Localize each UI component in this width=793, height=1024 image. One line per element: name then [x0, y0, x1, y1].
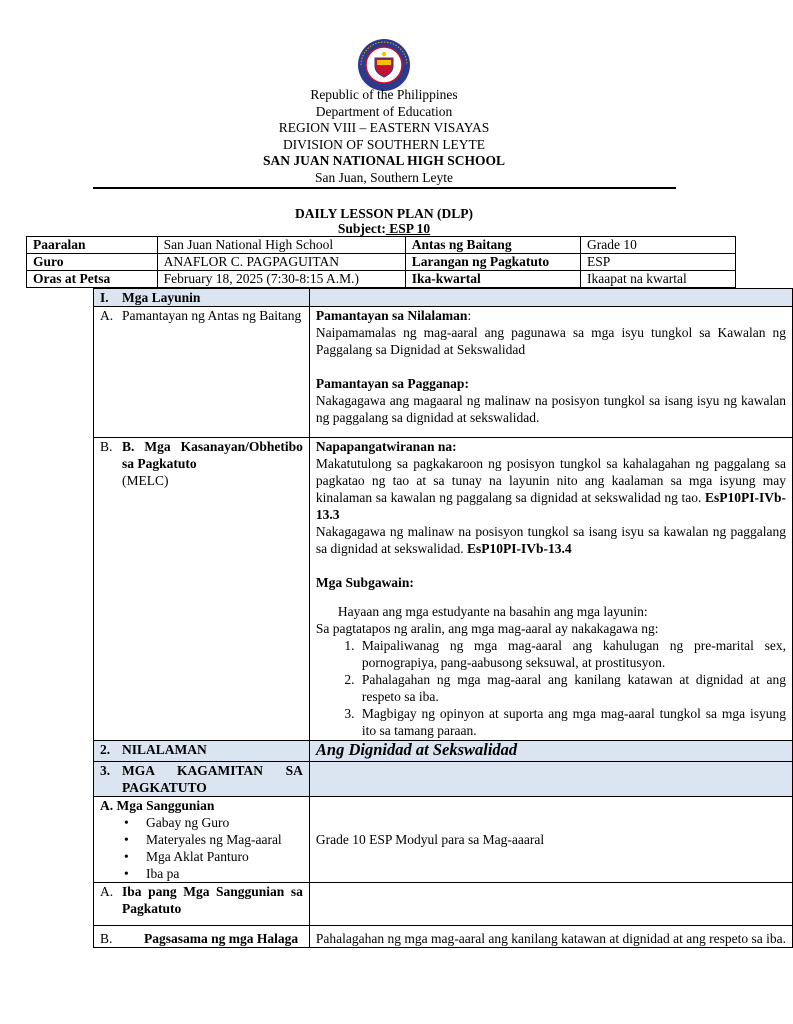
- item-label: Iba pang Mga Sanggunian sa Pagkatuto: [122, 884, 303, 916]
- info-value: Grade 10: [581, 237, 736, 254]
- table-row: [94, 762, 793, 797]
- section-title: Mga Layunin: [122, 290, 201, 305]
- content-paragraph: Hayaan ang mga estudyante na basahin ang mga layunin:: [337, 604, 648, 619]
- subject-label: Subject:: [337, 221, 386, 236]
- section-title: MGA KAGAMITAN SA PAGKATUTO: [122, 763, 303, 795]
- info-key: Paaralan: [27, 237, 158, 254]
- list-item: 3. Magbigay ng opinyon at suporta ang mga mag-aaral tungkol sa mga isyung ito sa tamang paraan.: [358, 705, 786, 739]
- info-value: ANAFLOR C. PAGPAGUITAN: [157, 254, 405, 271]
- item-label: Pamantayan ng Antas ng Baitang: [122, 308, 302, 323]
- item-letter: B.: [100, 439, 113, 454]
- school-address: San Juan, Southern Leyte: [315, 169, 453, 185]
- references-value: Grade 10 ESP Modyul para sa Mag-aaaral: [315, 832, 545, 847]
- table-row: [94, 926, 793, 948]
- objectives-list: [316, 637, 786, 739]
- table-row: [94, 741, 793, 762]
- row-content-cell: [309, 926, 792, 948]
- item-letter: A.: [100, 308, 114, 323]
- item-letter: B.: [100, 931, 113, 946]
- list-item: 2. Pahalagahan ng mga mag-aaral ang kanilang katawan at dignidad at ang respeto sa iba.: [358, 671, 786, 705]
- plan-title: DAILY LESSON PLAN (DLP): [295, 206, 473, 221]
- info-key: Larangan ng Pagkatuto: [405, 254, 580, 271]
- row-label-cell: [94, 438, 310, 741]
- section-header-empty: [309, 762, 792, 797]
- info-value: February 18, 2025 (7:30-8:15 A.M.): [157, 271, 405, 288]
- item-label: B. Mga Kasanayan/Obhetibo sa Pagkatuto: [122, 439, 303, 471]
- section-header: [94, 289, 310, 307]
- info-key: Ika-kwartal: [405, 271, 580, 288]
- content-paragraph: Nakagagawa ang magaaral ng malinaw na posisyon tungkol sa isang isyu ng kawalan ng paggalang sa dignidad at sekswalidad.: [315, 393, 786, 425]
- info-key: Antas ng Baitang: [405, 237, 580, 254]
- lesson-topic: Ang Dignidad at Sekswalidad: [315, 740, 518, 759]
- info-value: Ikaapat na kwartal: [581, 271, 736, 288]
- content-paragraph: Makatutulong sa pagkakaroon ng posisyon tungkol sa kahalagahan ng paggalang sa pagkatao ng tao at sa tunay na layunin nito ang kaalaman sa mga isyung may kinalaman sa kawalan ng paggalang sa dignidad at sekswalidad ng tao.: [315, 456, 786, 505]
- content-heading: Mga Subgawain:: [315, 575, 414, 590]
- section-title: NILALAMAN: [122, 742, 207, 757]
- content-paragraph: Naipamamalas ng mag-aaral ang pagunawa sa mga isyu tungkol sa Kawalan ng Paggalang sa Dignidad at Sekswalidad: [315, 325, 786, 357]
- table-row: [94, 883, 793, 926]
- list-item: • Materyales ng Mag-aaral: [140, 831, 303, 848]
- info-value: San Juan National High School: [157, 237, 405, 254]
- item-label: Pagsasama ng mga Halaga: [144, 931, 299, 946]
- references-title: A. Mga Sanggunian: [100, 798, 215, 813]
- table-row: [94, 438, 793, 741]
- info-key: Guro: [27, 254, 158, 271]
- row-content-cell: [309, 438, 792, 741]
- info-value: ESP: [581, 254, 736, 271]
- letterhead-line: REGION VIII – EASTERN VISAYAS: [278, 120, 490, 135]
- table-row: [94, 307, 793, 438]
- competency-code: EsP10PI-IVb-13.3: [315, 490, 786, 522]
- section-header-empty: [309, 289, 792, 307]
- values-text: Pahalagahan ng mga mag-aaral ang kanilang katawan at dignidad at ang respeto sa iba.: [315, 931, 786, 946]
- list-item: • Iba pa: [140, 865, 303, 882]
- references-list: [100, 814, 303, 882]
- section-number: 2.: [100, 742, 111, 757]
- letterhead-line: Republic of the Philippines: [310, 87, 458, 102]
- item-letter: A.: [100, 884, 114, 899]
- row-label-cell: [94, 797, 310, 883]
- row-label-cell: [94, 926, 310, 948]
- content-heading: Pamantayan sa Pagganap:: [315, 376, 469, 391]
- subject-value: ESP 10: [385, 221, 431, 236]
- item-sublabel: (MELC): [122, 473, 169, 488]
- content-heading-colon: :: [467, 308, 472, 323]
- content-heading: Pamantayan sa Nilalaman: [315, 308, 468, 323]
- section-value-cell: [309, 741, 792, 762]
- table-row: [94, 289, 793, 307]
- competency-code: EsP10PI-IVb-13.4: [467, 541, 572, 556]
- section-number: I.: [100, 290, 109, 305]
- table-row: [94, 797, 793, 883]
- list-item: 1. Maipaliwanag ng mga mag-aaral ang kahulugan ng pre-marital sex, pornograpiya, pang-aabusong seksuwal, at prostitusyon.: [358, 637, 786, 671]
- list-item: • Gabay ng Guro: [140, 814, 303, 831]
- section-number: 3.: [100, 763, 111, 778]
- row-label-cell: [94, 883, 310, 926]
- section-header: [94, 762, 310, 797]
- row-content-cell: [309, 883, 792, 926]
- content-paragraph: Nakagagawa ng malinaw na posisyon tungkol sa isang isyu sa kawalan ng paggalang sa dignidad at sekswalidad.: [315, 524, 786, 556]
- lesson-table: [93, 288, 793, 948]
- content-paragraph: Sa pagtatapos ng aralin, ang mga mag-aaral ay nakakagawa ng:: [315, 621, 659, 636]
- row-content-cell: [309, 307, 792, 438]
- school-name: SAN JUAN NATIONAL HIGH SCHOOL: [262, 153, 506, 168]
- section-header: [94, 741, 310, 762]
- list-item: • Mga Aklat Panturo: [140, 848, 303, 865]
- row-content-cell: [309, 797, 792, 883]
- letterhead-line: DIVISION OF SOUTHERN LEYTE: [282, 136, 486, 152]
- letterhead-line: Department of Education: [315, 103, 453, 119]
- info-key: Oras at Petsa: [27, 271, 158, 288]
- content-heading: Napapangatwiranan na:: [315, 439, 457, 454]
- row-label-cell: [94, 307, 310, 438]
